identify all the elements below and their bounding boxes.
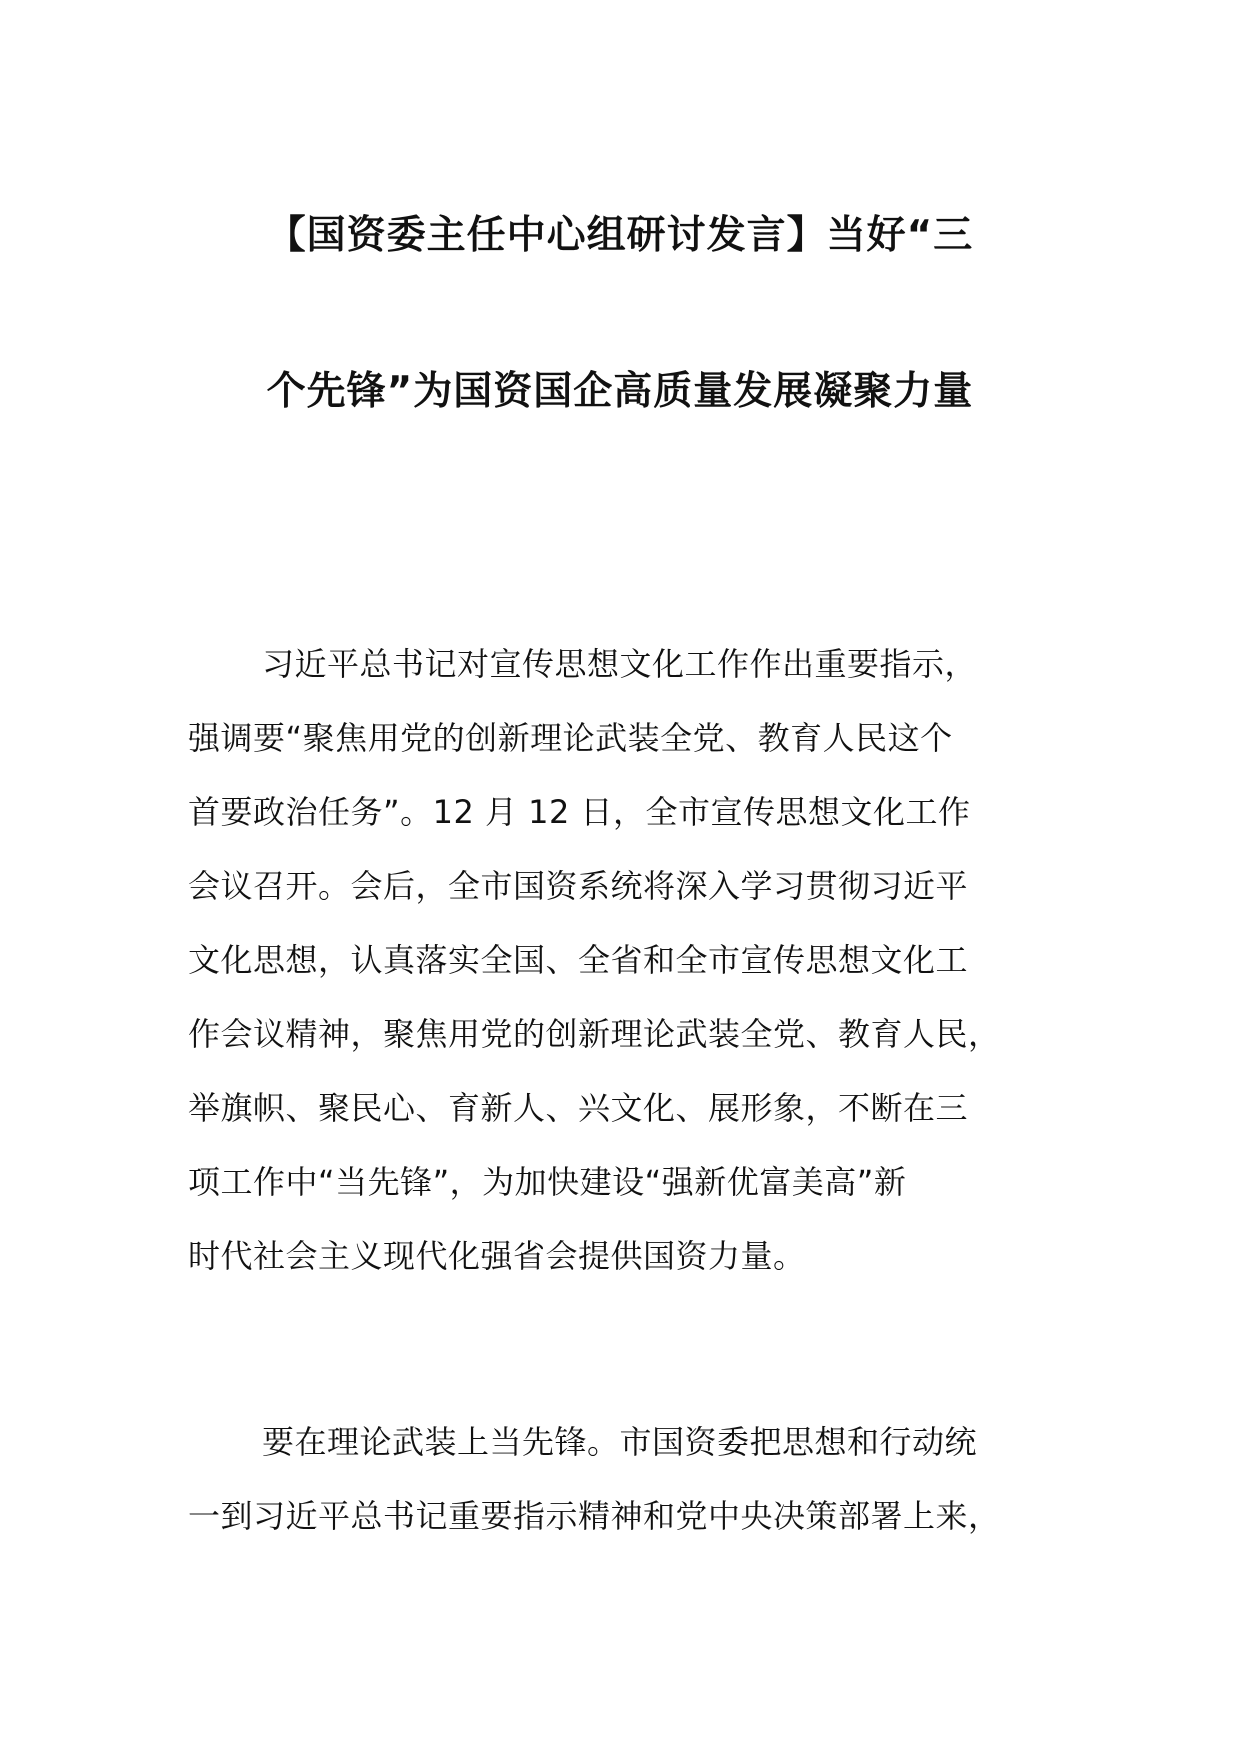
document-title-line-1: 【国资委主任中心组研讨发言】当好“三: [266, 213, 974, 258]
paragraph-1-line-5: 文化思想，认真落实全国、全省和全市宣传思想文化工: [188, 941, 969, 979]
paragraph-2-line-1: 要在理论武装上当先锋。市国资委把思想和行动统: [262, 1423, 978, 1461]
paragraph-1-line-3: 首要政治任务”。12 月 12 日，全市宣传思想文化工作: [188, 793, 971, 831]
paragraph-1-line-2: 强调要“聚焦用党的创新理论武装全党、教育人民这个: [188, 719, 953, 757]
paragraph-2-line-2: 一到习近平总书记重要指示精神和党中央决策部署上来，: [188, 1497, 1001, 1535]
paragraph-1-line-9: 时代社会主义现代化强省会提供国资力量。: [188, 1237, 806, 1275]
paragraph-1-line-8: 项工作中“当先锋”，为加快建设“强新优富美高”新: [188, 1163, 907, 1201]
paragraph-1-line-6: 作会议精神，聚焦用党的创新理论武装全党、教育人民，: [188, 1015, 1001, 1053]
document-title-line-2: 个先锋”为国资国企高质量发展凝聚力量: [266, 369, 974, 414]
paragraph-1-line-4: 会议召开。会后，全市国资系统将深入学习贯彻习近平: [188, 867, 969, 905]
paragraph-1-line-1: 习近平总书记对宣传思想文化工作作出重要指示，: [262, 645, 978, 683]
paragraph-1-line-7: 举旗帜、聚民心、育新人、兴文化、展形象，不断在三: [188, 1089, 969, 1127]
